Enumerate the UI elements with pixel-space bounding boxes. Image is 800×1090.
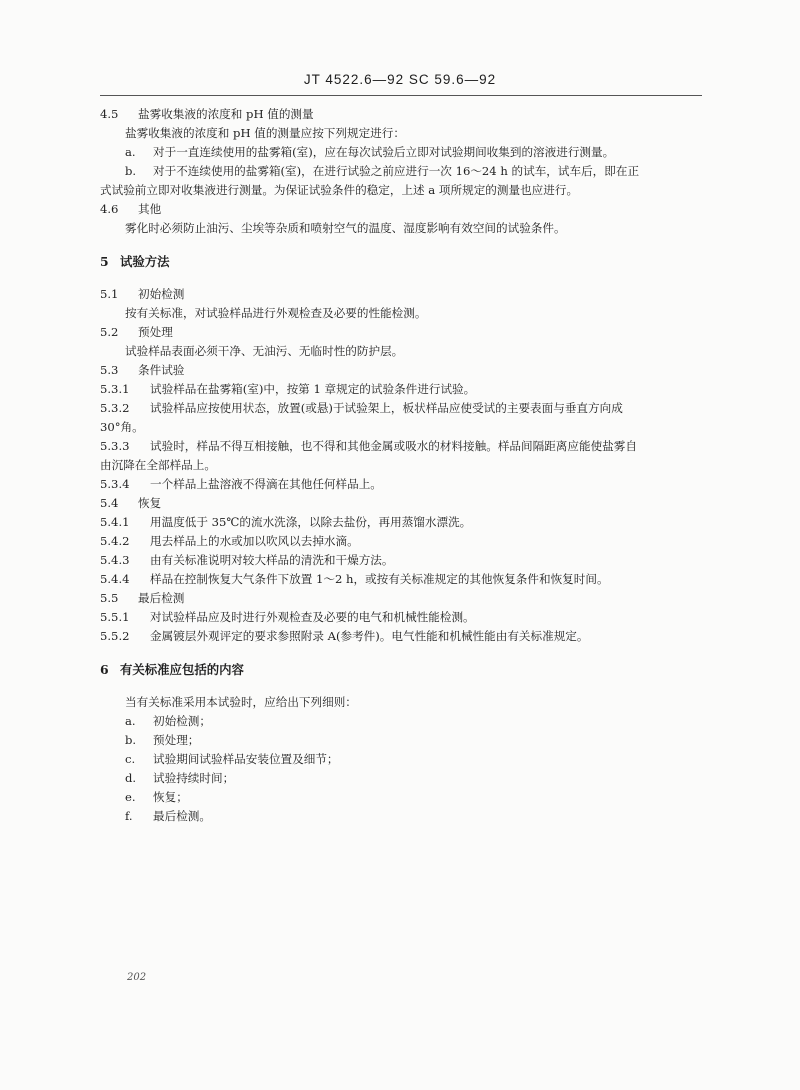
list-item-text: 对于一直连续使用的盐雾箱(室)，应在每次试验后立即对试验期间收集到的溶液进行测量。	[153, 145, 615, 159]
clause-text: 对试验样品应及时进行外观检查及必要的电气和机械性能检测。	[150, 610, 475, 624]
clause-line	[100, 200, 705, 219]
clause-text: 其他	[138, 202, 162, 216]
clause-text: 试验时，样品不得互相接触，也不得和其他金属或吸水的材料接触。样品间隔距离应能使盐雾自	[150, 439, 637, 453]
continuation-line: 由沉降在全部样品上。	[100, 458, 216, 472]
clause-line	[100, 608, 705, 627]
page-number: 202	[127, 972, 147, 983]
clause-number: 5.3.4	[100, 477, 130, 491]
clause-number: 5.1	[100, 287, 119, 301]
header-rule	[100, 95, 702, 96]
list-marker: a.	[125, 145, 136, 159]
list-item	[100, 143, 705, 162]
section-gap	[100, 271, 705, 285]
clause-line	[100, 399, 705, 418]
clause-line	[100, 437, 705, 456]
page-header: JT 4522.6—92 SC 59.6—92	[303, 72, 497, 87]
clause-text: 最后检测	[138, 591, 185, 605]
clause-text: 初始检测	[138, 287, 185, 301]
clause-number: 5.5.2	[100, 629, 130, 643]
paragraph: 按有关标准，对试验样品进行外观检查及必要的性能检测。	[125, 306, 427, 320]
clause-number: 5.3.3	[100, 439, 130, 453]
clause-text: 预处理	[138, 325, 173, 339]
paragraph: 当有关标准采用本试验时，应给出下列细则：	[125, 695, 357, 709]
list-item	[100, 807, 705, 826]
clause-number: 5.5	[100, 591, 119, 605]
list-marker: e.	[125, 790, 136, 804]
list-item-text: 最后检测。	[153, 809, 211, 823]
clause-number: 5.3.2	[100, 401, 130, 415]
list-marker: c.	[125, 752, 136, 766]
clause-number: 5.4.1	[100, 515, 130, 529]
paragraph: 盐雾收集液的浓度和 pH 值的测量应按下列规定进行：	[125, 126, 405, 140]
list-item	[100, 162, 705, 181]
clause-line	[100, 551, 705, 570]
section-heading	[100, 660, 705, 679]
clause-line	[100, 380, 705, 399]
clause-text: 试验方法	[120, 254, 170, 269]
clause-text: 一个样品上盐溶液不得滴在其他任何样品上。	[150, 477, 382, 491]
list-item-text: 预处理；	[153, 733, 200, 747]
list-item-text: 试验期间试验样品安装位置及细节；	[153, 752, 339, 766]
clause-text: 由有关标准说明对较大样品的清洗和干燥方法。	[150, 553, 394, 567]
clause-number: 6	[100, 662, 109, 677]
list-item	[100, 769, 705, 788]
clause-line	[100, 513, 705, 532]
clause-line	[100, 627, 705, 646]
list-item-text: 初始检测；	[153, 714, 211, 728]
clause-line	[100, 494, 705, 513]
clause-text: 试验样品应按使用状态，放置(或悬)于试验架上，板状样品应使受试的主要表面与垂直方向成	[150, 401, 623, 415]
clause-number: 4.5	[100, 107, 119, 121]
list-marker: f.	[125, 809, 133, 823]
list-marker: b.	[125, 164, 137, 178]
clause-number: 5.3	[100, 363, 119, 377]
list-item	[100, 788, 705, 807]
clause-number: 5.2	[100, 325, 119, 339]
clause-line	[100, 323, 705, 342]
clause-number: 5.3.1	[100, 382, 130, 396]
clause-line	[100, 532, 705, 551]
clause-text: 金属镀层外观评定的要求参照附录 A(参考件)。电气性能和机械性能由有关标准规定。	[150, 629, 589, 643]
clause-number: 5.4.3	[100, 553, 130, 567]
clause-text: 恢复	[138, 496, 162, 510]
clause-text: 用温度低于 35℃的流水洗涤，以除去盐份，再用蒸馏水漂洗。	[150, 515, 472, 529]
clause-line	[100, 105, 705, 124]
list-item-text: 对于不连续使用的盐雾箱(室)，在进行试验之前应进行一次 16～24 h 的试车，试车后，即在正	[153, 164, 640, 178]
clause-number: 5.5.1	[100, 610, 130, 624]
clause-number: 4.6	[100, 202, 119, 216]
clause-text: 盐雾收集液的浓度和 pH 值的测量	[138, 107, 314, 121]
clause-number: 5	[100, 254, 109, 269]
section-heading	[100, 252, 705, 271]
clause-text: 甩去样品上的水或加以吹风以去掉水滴。	[150, 534, 359, 548]
list-marker: b.	[125, 733, 137, 747]
section-gap	[100, 679, 705, 693]
list-item	[100, 712, 705, 731]
clause-text: 条件试验	[138, 363, 185, 377]
list-marker: a.	[125, 714, 136, 728]
section-gap	[100, 646, 705, 660]
list-item-text: 试验持续时间；	[153, 771, 235, 785]
list-item	[100, 750, 705, 769]
list-marker: d.	[125, 771, 137, 785]
list-item	[100, 731, 705, 750]
document-body	[100, 105, 705, 826]
clause-line	[100, 570, 705, 589]
paragraph: 雾化时必须防止油污、尘埃等杂质和喷射空气的温度、湿度影响有效空间的试验条件。	[125, 221, 566, 235]
paragraph: 试验样品表面必须干净、无油污、无临时性的防护层。	[125, 344, 404, 358]
list-item-text: 恢复；	[153, 790, 188, 804]
clause-number: 5.4	[100, 496, 119, 510]
clause-line	[100, 285, 705, 304]
section-gap	[100, 238, 705, 252]
clause-line	[100, 589, 705, 608]
clause-line	[100, 475, 705, 494]
clause-line	[100, 361, 705, 380]
clause-text: 有关标准应包括的内容	[120, 662, 244, 677]
continuation-line: 式试验前立即对收集液进行测量。为保证试验条件的稳定，上述 a 项所规定的测量也应进行。	[100, 183, 579, 197]
clause-text: 试验样品在盐雾箱(室)中，按第 1 章规定的试验条件进行试验。	[150, 382, 476, 396]
clause-number: 5.4.4	[100, 572, 130, 586]
continuation-line: 30°角。	[100, 420, 144, 434]
clause-text: 样品在控制恢复大气条件下放置 1～2 h，或按有关标准规定的其他恢复条件和恢复时间。	[150, 572, 609, 586]
clause-number: 5.4.2	[100, 534, 130, 548]
